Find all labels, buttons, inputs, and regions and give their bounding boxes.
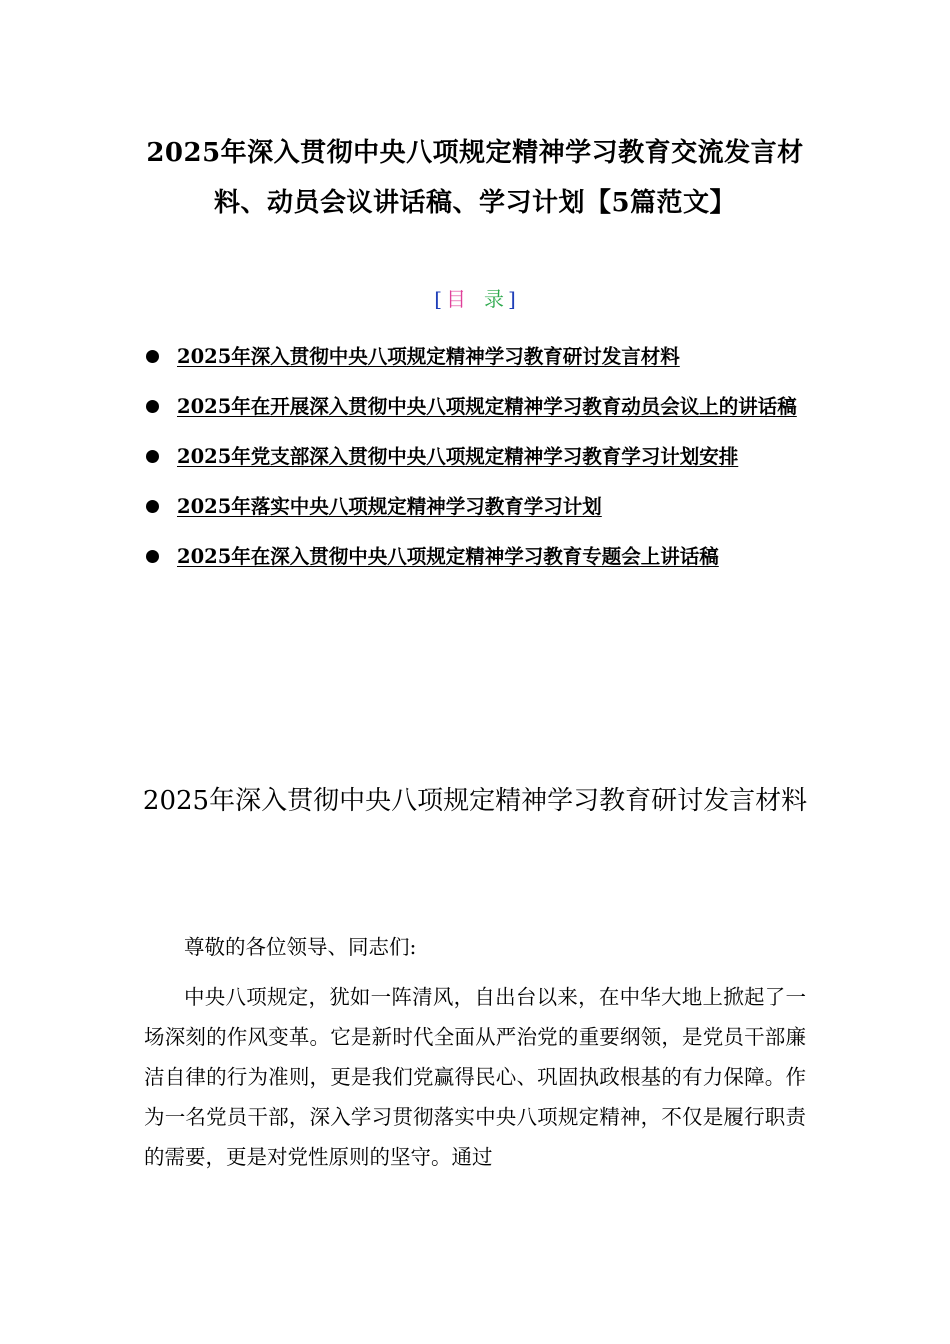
toc-heading-right-bracket: ] [508, 287, 516, 311]
toc-list [146, 332, 806, 582]
toc-item [146, 532, 806, 582]
toc-item [146, 332, 806, 382]
toc-heading-left-bracket: [ [434, 287, 442, 311]
toc-item [146, 482, 806, 532]
toc-heading-char-2: 录 [484, 287, 504, 311]
body-paragraph: 中央八项规定，犹如一阵清风，自出台以来，在中华大地上掀起了一场深刻的作风变革。它是新时代全面从严治党的重要纲领，是党员干部廉洁自律的行为准则，更是我们党赢得民心、巩固执政根基的有力保障。作为一名党员干部，深入学习贯彻落实中央八项规定精神，不仅是履行职责的需要，更是对党性原则的坚守。通过 [144, 985, 806, 1169]
bullet-icon [146, 550, 159, 563]
bullet-icon [146, 350, 159, 363]
toc-link[interactable]: 2025年在开展深入贯彻中央八项规定精神学习教育动员会议上的讲话稿 [177, 395, 797, 418]
toc-heading-char-1: 目 [446, 287, 466, 311]
bullet-icon [146, 500, 159, 513]
toc-link[interactable]: 2025年党支部深入贯彻中央八项规定精神学习教育学习计划安排 [177, 445, 739, 468]
toc-heading [0, 284, 950, 314]
document-title: 2025年深入贯彻中央八项规定精神学习教育交流发言材料、动员会议讲话稿、学习计划【5篇范文】 [146, 138, 804, 218]
bullet-icon [146, 450, 159, 463]
toc-link[interactable]: 2025年在深入贯彻中央八项规定精神学习教育专题会上讲话稿 [177, 545, 719, 568]
toc-item [146, 432, 806, 482]
toc-link[interactable]: 2025年落实中央八项规定精神学习教育学习计划 [177, 495, 602, 518]
greeting: 尊敬的各位领导、同志们: [184, 935, 417, 959]
bullet-icon [146, 400, 159, 413]
toc-item [146, 382, 806, 432]
section-title: 2025年深入贯彻中央八项规定精神学习教育研讨发言材料 [142, 786, 808, 816]
body-text [144, 927, 806, 1177]
toc-link[interactable]: 2025年深入贯彻中央八项规定精神学习教育研讨发言材料 [177, 345, 680, 368]
